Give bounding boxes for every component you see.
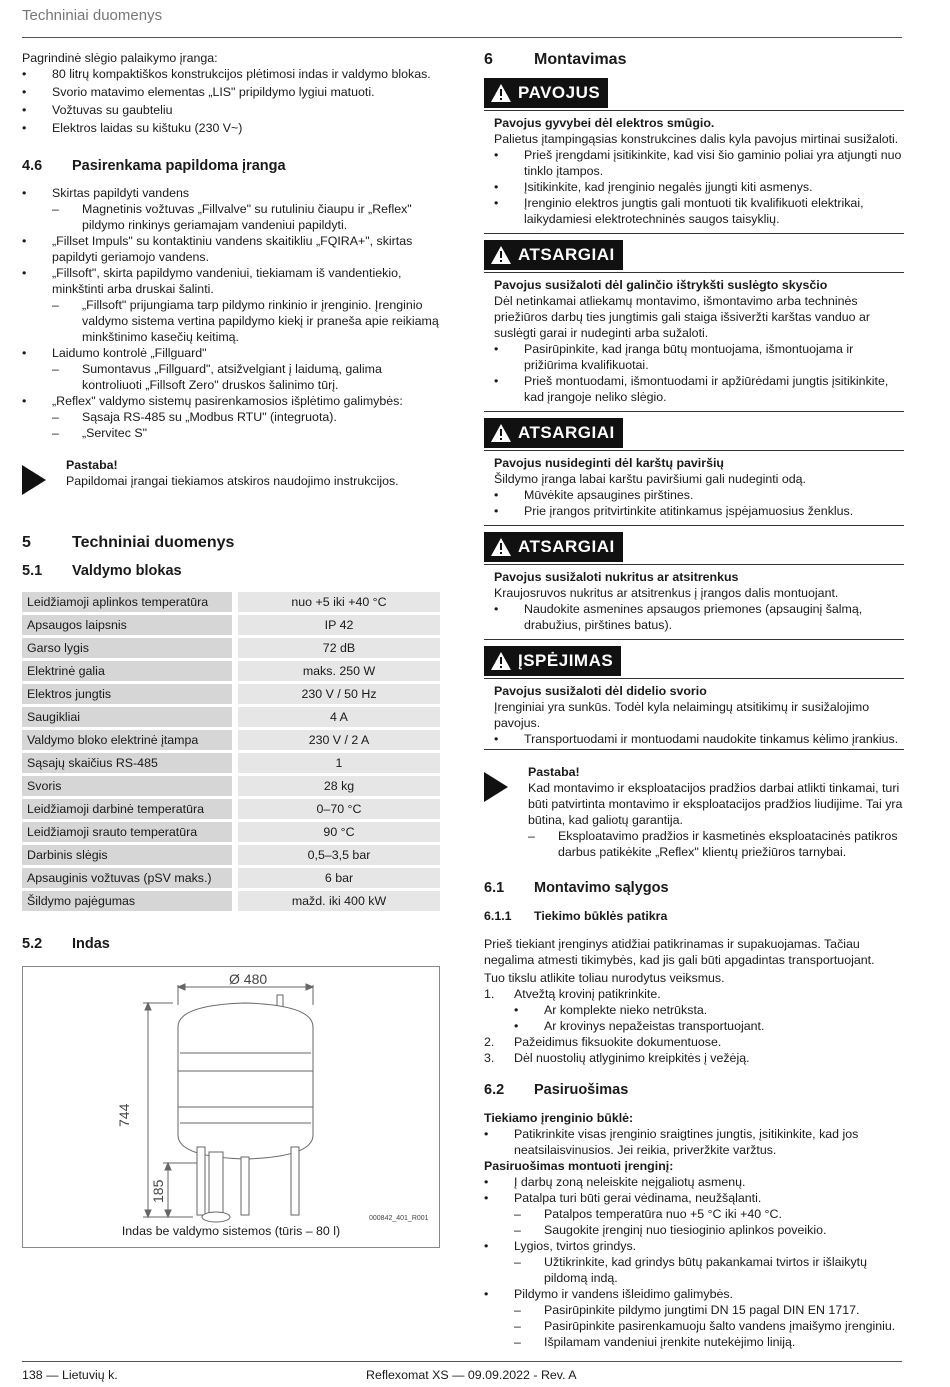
note-arrow-icon: [484, 764, 528, 860]
optional-equipment-list: [22, 185, 442, 441]
preparation-list: [484, 1174, 904, 1350]
section-heading-6: 6 Montavimas: [484, 51, 627, 68]
list-subitem: – Užtikrinkite, kad grindys būtų pakankamai tvirtos ir išlaikytų pildomą indą.: [514, 1254, 904, 1286]
list-item: • „Fillset Impuls" su kontaktiniu vandens skaitikliu „FQIRA+", skirtas papildyti geriamojo vandens.: [22, 233, 442, 265]
list-subitem: – Magnetinis vožtuvas „Fillvalve" su rutuliniu čiaupu ir „Reflex" pildymo rinkinys geriamajam vandeniui papildyti.: [52, 201, 442, 233]
warning-triangle-icon: [490, 423, 512, 443]
list-item: • „Fillsoft", skirta papildymo vandeniui, tiekiamam iš vandentiekio, minkštinti arba druskai šalinti. – „Fillsoft" prijungiama tarp pildymo rinkinio ir įrenginio. Įrenginio valdymo sistema vertina papildymo kiekį ir praneša apie reikiamą minkštinimo kasečių keitimą.: [22, 265, 442, 345]
intro-text: Pagrindinė slėgio palaikymo įranga:: [22, 51, 218, 65]
table-row: Garso lygis 72 dB: [22, 638, 440, 658]
section-heading-4-6: 4.6 Pasirenkama papildoma įranga: [22, 158, 286, 174]
table-row: Leidžiamoji srauto temperatūra 90 °C: [22, 822, 440, 842]
footer-doc: Reflexomat XS — 09.09.2022 - Rev. A: [366, 1368, 577, 1382]
note-box: [484, 764, 904, 860]
note-text: Papildomai įrangai tiekiamos atskiros naudojimo instrukcijos.: [66, 474, 399, 488]
warning-text: Dėl netinkamai atliekamų montavimo, išmontavimo arba techninės priežiūros darbų ties jungtimis gali staiga išsiveržti karštas vanduo ar suslėgti garai ir nudeginti arba sužaloti.: [494, 294, 871, 340]
right-column: [484, 50, 904, 1350]
footer-page: 138 — Lietuvių k.: [22, 1368, 118, 1382]
list-item: • „Reflex" valdymo sistemų pasirenkamosios išplėtimo galimybės: – Sąsaja RS-485 su „Modbus RTU" (integruota). – „Servitec S": [22, 393, 442, 441]
vessel-drawing: [23, 967, 441, 1249]
table-row: Svoris 28 kg: [22, 776, 440, 796]
warning-text: Įrenginiai yra sunkūs. Todėl kyla nelaimingų atsitikimų ir susižalojimo pavojus.: [494, 700, 870, 730]
note-title: Pastaba!: [528, 765, 580, 779]
note-title: Pastaba!: [66, 458, 118, 472]
caution-box: [484, 411, 904, 519]
warning-text: Kraujosruvos nukritus ar atsitrenkus į įrangos dalis montuojant.: [494, 586, 839, 600]
list-item: • Mūvėkite apsaugines pirštines.: [494, 487, 904, 503]
table-row: Saugikliai 4 A: [22, 707, 440, 727]
caution-badge: ATSARGIAI: [484, 240, 623, 270]
list-subitem: – Pasirūpinkite pildymo jungtimi DN 15 pagal DIN EN 1717.: [514, 1302, 904, 1318]
table-row: Šildymo pajėgumas mažd. iki 400 kW: [22, 891, 440, 911]
warning-text: Šildymo įranga labai karštu paviršiumi gali nudeginti odą.: [494, 472, 806, 486]
list-item: • Transportuodami ir montuodami naudokite tinkamus kėlimo įrankius.: [494, 731, 904, 747]
list-subitem: – Sąsaja RS-485 su „Modbus RTU" (integruota).: [52, 409, 442, 425]
table-row: Apsauginis vožtuvas (pSV maks.) 6 bar: [22, 868, 440, 888]
figure-caption: Indas be valdymo sistemos (tūris – 80 l): [121, 1224, 341, 1238]
list-subitem: – Saugokite įrenginį nuo tiesioginio aplinkos poveikio.: [514, 1222, 904, 1238]
warning-head: Pavojus susižaloti dėl didelio svorio: [494, 684, 707, 698]
table-row: Sąsajų skaičius RS-485 1: [22, 753, 440, 773]
header-title: Techniniai duomenys: [22, 7, 163, 24]
list-subitem: – Eksploatavimo pradžios ir kasmetinės eksploatacinės patikros darbus patikėkite „Reflex" klientų priežiūros tarnybai.: [528, 828, 904, 860]
note-text: Kad montavimo ir eksploatacijos pradžios darbai atlikti tinkamai, turi būti patvirtinta montavimo ir eksploatacijos pradžios liudijime. Tai yra būtina, kad galiotų garantija.: [528, 781, 903, 827]
list-item: • Patikrinkite visas įrenginio sraigtines jungtis, įsitikinkite, kad jos neatsilaisvinusios. Jei reikia, priveržkite varžtus.: [484, 1126, 904, 1158]
list-item: • Pildymo ir vandens išleidimo galimybės. – Pasirūpinkite pildymo jungtimi DN 15 pagal DIN EN 1717. – Pasirūpinkite pasirenkamuoju šalto vandens įmaišymo įrenginiu. – Išpilamam vandeniui įrenkite nutekėjimo liniją.: [484, 1286, 904, 1350]
warning-triangle-icon: [490, 651, 512, 671]
section-heading-5: 5 Techniniai duomenys: [22, 534, 235, 551]
list-subitem: – Pasirūpinkite pasirenkamuoju šalto vandens įmaišymo įrenginiu.: [514, 1318, 904, 1334]
list-item: • 80 litrų kompaktiškos konstrukcijos plėtimosi indas ir valdymo blokas.: [22, 66, 442, 82]
table-row: Leidžiamoji aplinkos temperatūra nuo +5 iki +40 °C: [22, 592, 440, 612]
warning-triangle-icon: [490, 537, 512, 557]
page-header: [22, 8, 902, 38]
paragraph: Tuo tikslu atlikite toliau nurodytus veiksmus.: [484, 971, 725, 985]
list-subitem: • Ar komplekte nieko netrūksta.: [484, 1002, 904, 1018]
warning-triangle-icon: [490, 83, 512, 103]
subheading: Pasiruošimas montuoti įrenginį:: [484, 1159, 674, 1173]
list-item: 2. Pažeidimus fiksuokite dokumentuose.: [484, 1035, 722, 1049]
warning-triangle-icon: [490, 245, 512, 265]
specs-table: [22, 589, 440, 914]
note-box: [22, 457, 442, 495]
table-row: Valdymo bloko elektrinė įtampa 230 V / 2 A: [22, 730, 440, 750]
page-footer: [22, 1361, 902, 1382]
list-item: • Naudokite asmenines apsaugos priemones (apsauginį šalmą, drabužius, pirštines batus).: [494, 601, 904, 633]
warning-badge: ĮSPĖJIMAS: [484, 646, 621, 676]
list-subitem: • Ar krovinys nepažeistas transportuojant.: [484, 1018, 904, 1034]
dim-height-label: 744: [116, 1103, 132, 1127]
caution-badge: ATSARGIAI: [484, 532, 623, 562]
list-subitem: – Patalpos temperatūra nuo +5 °C iki +40 °C.: [514, 1206, 904, 1222]
danger-badge: PAVOJUS: [484, 78, 608, 108]
warning-head: Pavojus gyvybei dėl elektros smūgio.: [494, 116, 715, 130]
warning-head: Pavojus susižaloti nukritus ar atsitrenkus: [494, 570, 739, 584]
list-item: • Laidumo kontrolė „Fillguard" – Sumontavus „Fillguard", atsižvelgiant į laidumą, galima kontroliuoti „Fillsoft Zero" druskos šalinimo tūrį.: [22, 345, 442, 393]
steps-list: [484, 986, 904, 1066]
caution-box: [484, 233, 904, 405]
caution-box: [484, 525, 904, 633]
list-item: • Įrenginio elektros jungtis gali montuoti tik kvalifikuoti elektrikai, laikydamiesi elektrotechninės saugos taisyklių.: [494, 195, 904, 227]
subheading: Tiekiamo įrenginio būklė:: [484, 1111, 634, 1125]
dim-leg-label: 185: [150, 1179, 166, 1203]
vessel-figure: [22, 966, 440, 1248]
section-heading-5-1: 5.1 Valdymo blokas: [22, 563, 182, 579]
dim-width-label: Ø 480: [229, 971, 268, 987]
list-subitem: – Sumontavus „Fillguard", atsižvelgiant į laidumą, galima kontroliuoti „Fillsoft Zero" druskos šalinimo tūrį.: [52, 361, 442, 393]
list-item: • Patalpa turi būti gerai vėdinama, neužšąlanti. – Patalpos temperatūra nuo +5 °C iki +40 °C. – Saugokite įrenginį nuo tiesioginio aplinkos poveikio.: [484, 1190, 904, 1238]
list-item: • Pasirūpinkite, kad įranga būtų montuojama, išmontuojama ir prižiūrima kvalifikuotai.: [494, 341, 904, 373]
list-item: • Svorio matavimo elementas „LIS" pripildymo lygiui matuoti.: [22, 84, 442, 100]
note-arrow-icon: [22, 457, 66, 495]
warning-box: [484, 639, 904, 750]
danger-box: [484, 78, 904, 227]
section-heading-6-1-1: 6.1.1 Tiekimo būklės patikra: [484, 909, 668, 923]
list-item: • Vožtuvas su gaubteliu: [22, 102, 442, 118]
caution-badge: ATSARGIAI: [484, 418, 623, 448]
list-item: • Prieš įrengdami įsitikinkite, kad visi šio gaminio poliai yra atjungti nuo tinklo įtampos.: [494, 147, 904, 179]
list-item: • Elektros laidas su kištuku (230 V~): [22, 120, 442, 136]
section-heading-6-1: 6.1 Montavimo sąlygos: [484, 880, 669, 896]
table-row: Apsaugos laipsnis IP 42: [22, 615, 440, 635]
figure-code: 000842_401_R001: [369, 1215, 429, 1222]
table-row: Elektrinė galia maks. 250 W: [22, 661, 440, 681]
intro-list: [22, 66, 442, 136]
list-item: • Lygios, tvirtos grindys. – Užtikrinkite, kad grindys būtų pakankamai tvirtos ir išlaikytų pildomą indą.: [484, 1238, 904, 1286]
list-subitem: – „Fillsoft" prijungiama tarp pildymo rinkinio ir įrenginio. Įrenginio valdymo sistema vertina papildymo kiekį ir praneša apie reikiamą minkštinimo kasečių keitimą.: [52, 297, 442, 345]
list-item: • Prieš montuodami, išmontuodami ir apžiūrėdami jungtis įsitikinkite, kad įrangoje neliko slėgio.: [494, 373, 904, 405]
list-item: • Skirtas papildyti vandens – Magnetinis vožtuvas „Fillvalve" su rutuliniu čiaupu ir „Reflex" pildymo rinkinys geriamajam vandeniui papildyti.: [22, 185, 442, 233]
list-item: • Įsitikinkite, kad įrenginio negalės įjungti kiti asmenys.: [494, 179, 904, 195]
warning-text: Palietus įtampingąsias konstrukcines dalis kyla pavojus mirtinai susižaloti.: [494, 132, 899, 146]
left-column: [22, 50, 442, 1248]
list-subitem: – „Servitec S": [52, 425, 442, 441]
section-heading-5-2: 5.2 Indas: [22, 936, 110, 952]
list-subitem: – Išpilamam vandeniui įrenkite nutekėjimo liniją.: [514, 1334, 904, 1350]
list-item: 1. Atvežtą krovinį patikrinkite. • Ar komplekte nieko netrūksta. • Ar krovinys nepažeistas transportuojant.: [484, 986, 904, 1034]
table-row: Elektros jungtis 230 V / 50 Hz: [22, 684, 440, 704]
paragraph: Prieš tiekiant įrenginys atidžiai patikrinamas ir supakuojamas. Tačiau negalima atmesti tikimybės, kad jis gali būti apgadintas transportuojant.: [484, 937, 875, 967]
list-item: 3. Dėl nuostolių atlyginimo kreipkitės į vežėją.: [484, 1051, 750, 1065]
table-row: Leidžiamoji darbinė temperatūra 0–70 °C: [22, 799, 440, 819]
list-item: • Į darbų zoną neleiskite neįgaliotų asmenų.: [484, 1174, 904, 1190]
warning-head: Pavojus nusideginti dėl karštų paviršių: [494, 456, 724, 470]
section-heading-6-2: 6.2 Pasiruošimas: [484, 1082, 629, 1098]
table-row: Darbinis slėgis 0,5–3,5 bar: [22, 845, 440, 865]
list-item: • Prie įrangos pritvirtinkite atitinkamus įspėjamuosius ženklus.: [494, 503, 904, 519]
warning-head: Pavojus susižaloti dėl galinčio ištrykšti suslėgto skysčio: [494, 278, 828, 292]
